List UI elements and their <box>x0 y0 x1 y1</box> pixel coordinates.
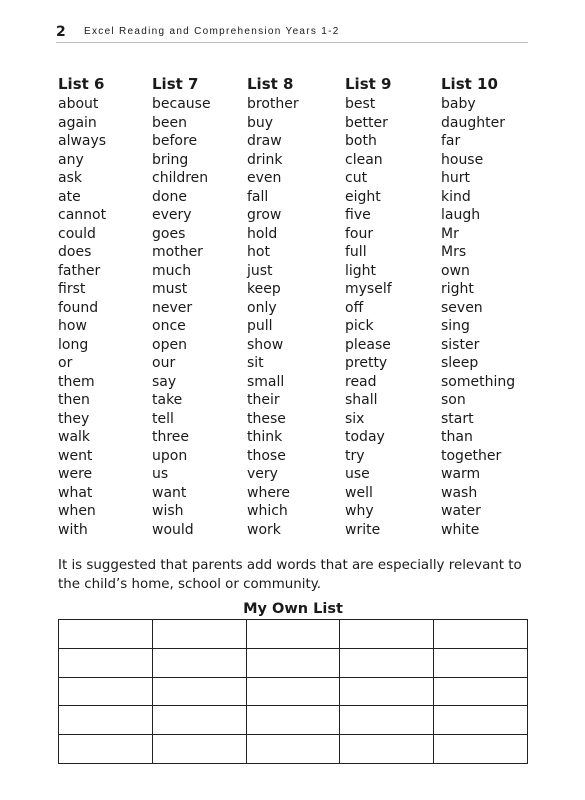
list-word: children <box>152 170 209 186</box>
list-word: something <box>441 373 516 390</box>
list-word: always <box>58 133 107 149</box>
list-word: our <box>152 355 176 371</box>
list-word: found <box>58 299 99 316</box>
word-list-column <box>58 75 154 539</box>
list-word: fall <box>247 188 269 205</box>
own-list-cell[interactable] <box>340 677 434 706</box>
list-word: must <box>152 281 188 297</box>
list-word: us <box>152 466 169 482</box>
own-list-table <box>58 619 528 764</box>
list-word: why <box>345 503 374 519</box>
own-list-cell[interactable] <box>152 620 246 649</box>
own-list-row <box>59 735 528 764</box>
own-list-row <box>59 620 528 649</box>
list-word: want <box>152 484 187 501</box>
list-word: sleep <box>441 355 479 371</box>
list-heading: List 6 <box>58 75 105 93</box>
list-word: even <box>247 170 282 186</box>
own-list-cell[interactable] <box>434 706 528 735</box>
list-word: upon <box>152 447 188 464</box>
list-word: eight <box>345 188 381 205</box>
list-word: went <box>58 447 93 464</box>
list-word: baby <box>441 96 476 112</box>
list-word: does <box>58 244 92 260</box>
list-word: myself <box>345 281 392 297</box>
list-word: pretty <box>345 355 388 371</box>
parent-note: It is suggested that parents add words that are especially relevant to the child’s home, school or community. <box>58 558 522 592</box>
list-word: when <box>58 503 96 519</box>
list-word: them <box>58 373 95 390</box>
list-word: wish <box>152 503 184 519</box>
list-word: start <box>441 410 474 427</box>
own-list-cell[interactable] <box>246 735 340 764</box>
list-word: grow <box>247 207 282 223</box>
list-word: done <box>152 188 187 205</box>
list-word: show <box>247 336 284 353</box>
own-list-cell[interactable] <box>59 648 153 677</box>
own-list-cell[interactable] <box>152 648 246 677</box>
list-word: any <box>58 151 84 168</box>
list-word: write <box>345 521 381 538</box>
list-word: four <box>345 225 374 242</box>
list-word: far <box>441 133 461 149</box>
list-word: open <box>152 336 187 353</box>
list-word: father <box>58 262 101 279</box>
list-word: three <box>152 429 190 445</box>
own-list-row <box>59 706 528 735</box>
own-list-cell[interactable] <box>152 735 246 764</box>
word-list-column <box>247 75 343 539</box>
word-list-column <box>441 75 537 539</box>
list-word: say <box>152 373 177 390</box>
own-list-cell[interactable] <box>59 677 153 706</box>
list-word: could <box>58 225 96 242</box>
list-word: just <box>247 262 273 279</box>
list-word: son <box>441 392 466 408</box>
list-word: white <box>441 521 480 538</box>
list-word: hurt <box>441 170 470 186</box>
page-header <box>56 24 528 43</box>
list-word: first <box>58 281 86 297</box>
list-word: six <box>345 410 365 427</box>
list-word: walk <box>58 429 91 445</box>
list-word: about <box>58 96 99 112</box>
list-word: draw <box>247 133 282 149</box>
list-word: clean <box>345 151 383 168</box>
list-word: buy <box>247 114 274 131</box>
list-word: were <box>58 466 93 482</box>
own-list-cell[interactable] <box>434 735 528 764</box>
list-word: try <box>345 447 365 464</box>
list-word: goes <box>152 225 186 242</box>
list-word: only <box>247 299 277 316</box>
list-heading: List 8 <box>247 75 294 93</box>
list-heading: List 9 <box>345 75 392 93</box>
list-heading: List 7 <box>152 75 199 93</box>
list-heading: List 10 <box>441 75 498 93</box>
list-word: tell <box>152 410 174 427</box>
list-word: light <box>345 262 377 279</box>
list-word: where <box>247 484 290 501</box>
list-word: those <box>247 447 286 464</box>
own-list-row <box>59 677 528 706</box>
own-list-cell[interactable] <box>152 677 246 706</box>
list-word: bring <box>152 151 189 168</box>
list-word: which <box>247 503 288 519</box>
list-word: long <box>58 336 89 353</box>
own-list-cell[interactable] <box>59 620 153 649</box>
list-word: work <box>247 521 281 538</box>
list-word: every <box>152 207 192 223</box>
list-word: sister <box>441 336 480 353</box>
list-word: full <box>345 244 367 260</box>
list-word: with <box>58 521 88 538</box>
list-word: these <box>247 410 286 427</box>
list-word: use <box>345 466 370 482</box>
list-word: house <box>441 151 484 168</box>
list-word: cut <box>345 170 368 186</box>
list-word: think <box>247 429 283 445</box>
list-word: ate <box>58 188 81 205</box>
list-word: please <box>345 336 391 353</box>
list-word: or <box>58 355 73 371</box>
list-word: shall <box>345 392 378 408</box>
list-word: better <box>345 114 388 131</box>
own-list-cell[interactable] <box>246 620 340 649</box>
list-word: pick <box>345 318 374 334</box>
list-word: kind <box>441 188 471 205</box>
list-word: sing <box>441 318 470 334</box>
list-word: been <box>152 114 187 131</box>
own-list-cell[interactable] <box>340 735 434 764</box>
own-list-row <box>59 648 528 677</box>
list-word: today <box>345 429 385 445</box>
list-word: once <box>152 318 186 334</box>
own-list-cell[interactable] <box>152 706 246 735</box>
own-list-cell[interactable] <box>434 620 528 649</box>
own-list-cell[interactable] <box>59 735 153 764</box>
list-word: cannot <box>58 207 107 223</box>
list-word: five <box>345 207 371 223</box>
own-list-cell[interactable] <box>340 620 434 649</box>
book-title: Excel Reading and Comprehension Years 1-2 <box>84 26 340 37</box>
list-word: pull <box>247 318 273 334</box>
list-word: small <box>247 373 285 390</box>
list-word: mother <box>152 244 203 260</box>
page-number: 2 <box>56 24 66 40</box>
own-list-cell[interactable] <box>246 677 340 706</box>
own-list-cell[interactable] <box>434 648 528 677</box>
list-word: seven <box>441 299 483 316</box>
list-word: they <box>58 410 90 427</box>
list-word: right <box>441 281 474 297</box>
list-word: would <box>152 521 194 538</box>
list-word: take <box>152 392 183 408</box>
list-word: what <box>58 484 93 501</box>
list-word: brother <box>247 96 299 112</box>
list-word: keep <box>247 281 281 297</box>
list-word: off <box>345 299 364 316</box>
word-list-column <box>345 75 441 539</box>
own-list-cell[interactable] <box>434 677 528 706</box>
list-word: their <box>247 392 280 408</box>
list-word: before <box>152 133 198 149</box>
list-word: daughter <box>441 114 505 131</box>
list-word: well <box>345 484 373 501</box>
own-list-cell[interactable] <box>340 706 434 735</box>
list-word: hold <box>247 225 278 242</box>
own-list-cell[interactable] <box>59 706 153 735</box>
list-word: much <box>152 262 192 279</box>
list-word: how <box>58 318 87 334</box>
list-word: Mrs <box>441 244 467 260</box>
list-word: never <box>152 299 193 316</box>
list-word: together <box>441 447 502 464</box>
list-word: read <box>345 373 377 390</box>
list-word: both <box>345 133 377 149</box>
own-list-cell[interactable] <box>340 648 434 677</box>
list-word: hot <box>247 244 270 260</box>
list-word: best <box>345 96 376 112</box>
own-list-cell[interactable] <box>246 648 340 677</box>
list-word: sit <box>247 355 264 371</box>
word-list-column <box>152 75 248 539</box>
list-word: because <box>152 96 211 112</box>
list-word: then <box>58 392 90 408</box>
list-word: water <box>441 503 481 519</box>
list-word: than <box>441 429 473 445</box>
own-list-title: My Own List <box>243 601 343 617</box>
list-word: ask <box>58 170 82 186</box>
list-word: drink <box>247 151 283 168</box>
list-word: laugh <box>441 207 481 223</box>
word-lists <box>58 75 528 541</box>
list-word: wash <box>441 484 478 501</box>
list-word: own <box>441 262 470 279</box>
own-list-cell[interactable] <box>246 706 340 735</box>
list-word: warm <box>441 466 481 482</box>
list-word: Mr <box>441 225 459 242</box>
list-word: very <box>247 466 278 482</box>
list-word: again <box>58 114 97 131</box>
